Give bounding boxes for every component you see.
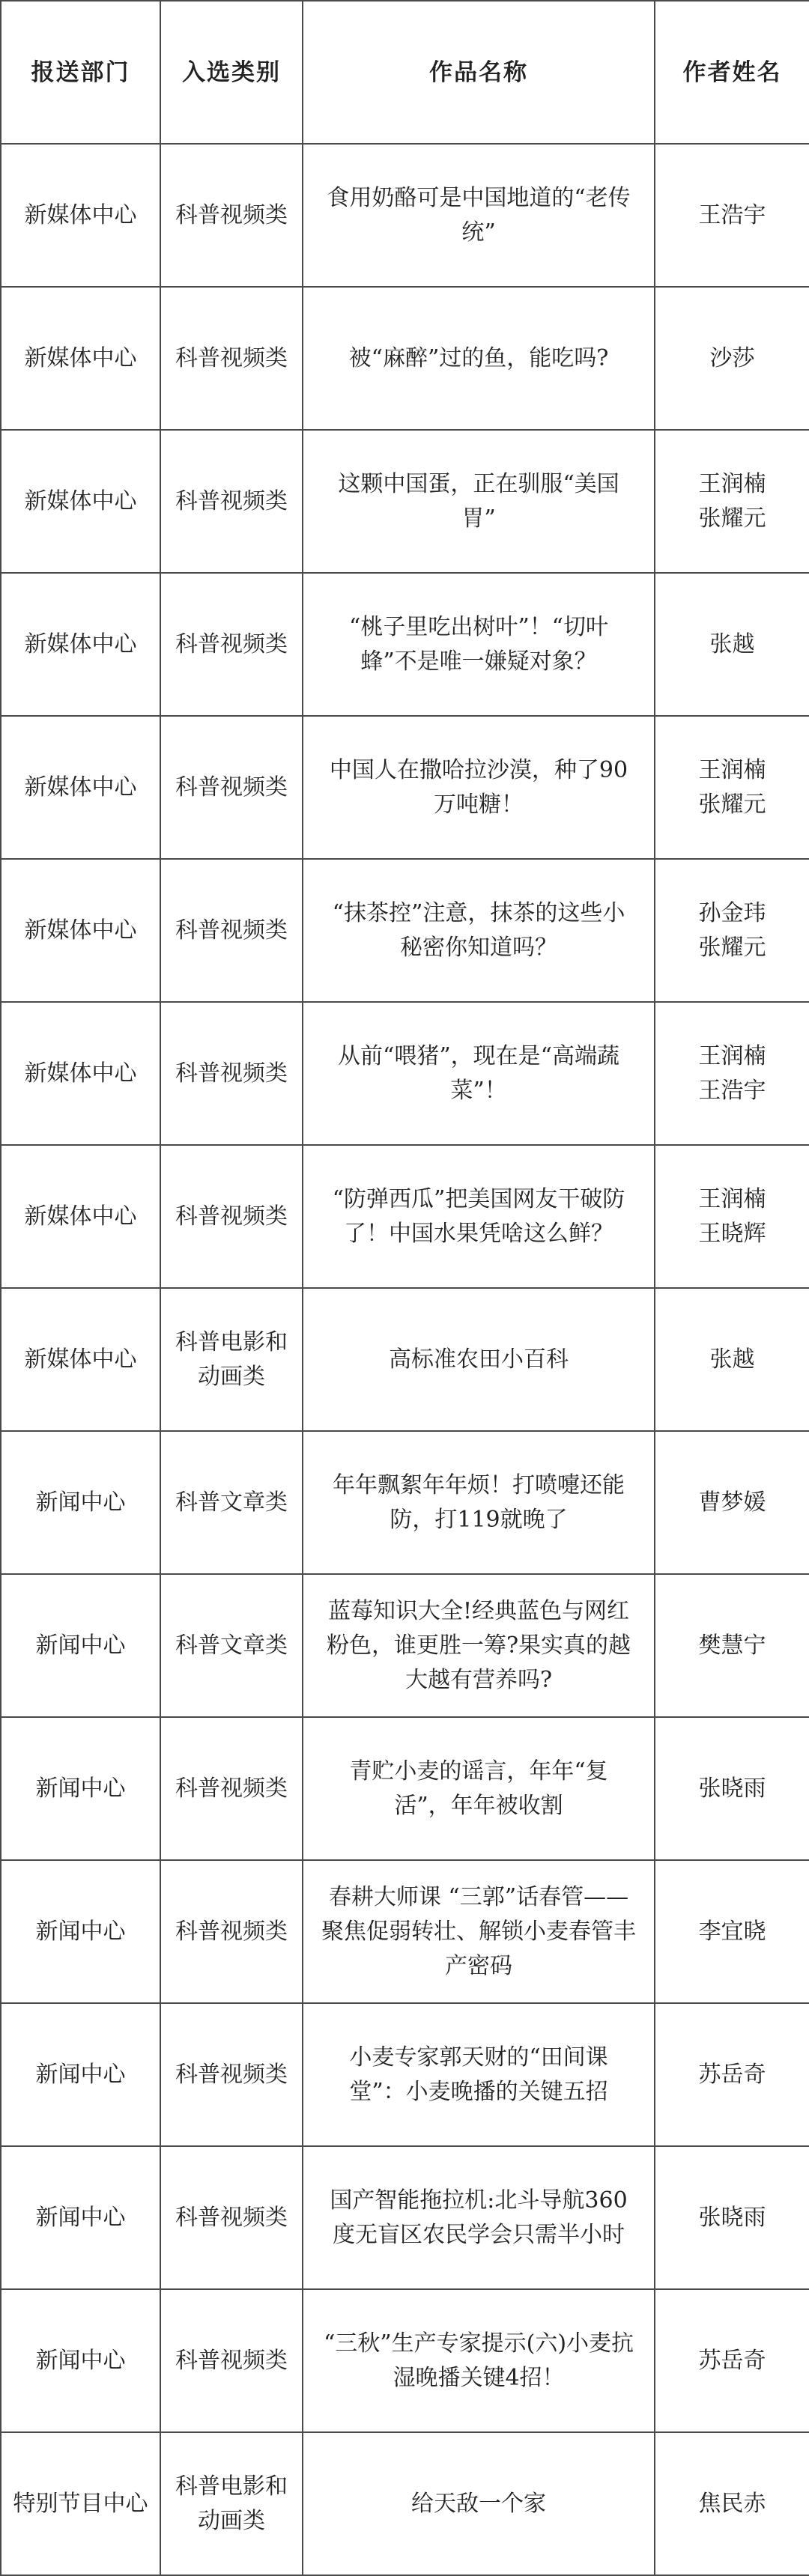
author-cell xyxy=(655,1860,809,2003)
category-cell: 科普视频类 xyxy=(160,1145,303,1288)
table-row xyxy=(1,287,809,430)
author-name: 张耀元 xyxy=(698,791,766,818)
author-cell xyxy=(655,144,809,287)
title-cell: 高标准农田小百科 xyxy=(303,1288,655,1431)
author-name: 苏岳奇 xyxy=(698,2347,766,2374)
dept-cell: 新媒体中心 xyxy=(1,716,160,859)
author-cell xyxy=(655,573,809,716)
title-cell: 这颗中国蛋，正在驯服“美国胃” xyxy=(303,430,655,573)
author-cell xyxy=(655,859,809,1002)
table-row xyxy=(1,2146,809,2289)
author-name: 王润楠 xyxy=(698,1042,766,1069)
title-cell: 青贮小麦的谣言，年年“复活”，年年被收割 xyxy=(303,1717,655,1860)
author-name: 李宜晓 xyxy=(698,1918,766,1945)
author-name: 张耀元 xyxy=(698,934,766,961)
header-title: 作品名称 xyxy=(303,1,655,144)
category-cell: 科普视频类 xyxy=(160,2289,303,2432)
header-category: 入选类别 xyxy=(160,1,303,144)
category-cell: 科普视频类 xyxy=(160,287,303,430)
dept-cell: 新闻中心 xyxy=(1,2146,160,2289)
dept-cell: 新闻中心 xyxy=(1,2003,160,2146)
author-cell xyxy=(655,2146,809,2289)
table-row xyxy=(1,2289,809,2432)
title-cell: 小麦专家郭天财的“田间课堂”：小麦晚播的关键五招 xyxy=(303,2003,655,2146)
author-name: 王润楠 xyxy=(698,470,766,497)
author-cell xyxy=(655,2432,809,2575)
author-cell xyxy=(655,430,809,573)
category-cell: 科普视频类 xyxy=(160,2146,303,2289)
dept-cell: 新媒体中心 xyxy=(1,287,160,430)
author-name: 王浩宇 xyxy=(698,1077,766,1104)
title-cell: “三秋”生产专家提示(六)小麦抗湿晚播关键4招！ xyxy=(303,2289,655,2432)
table-row xyxy=(1,1288,809,1431)
table-row xyxy=(1,1717,809,1860)
category-cell: 科普视频类 xyxy=(160,1002,303,1145)
author-name: 张晓雨 xyxy=(698,2204,766,2231)
title-cell: 给天敌一个家 xyxy=(303,2432,655,2575)
author-cell xyxy=(655,1145,809,1288)
category-cell: 科普电影和动画类 xyxy=(160,2432,303,2575)
title-cell: 食用奶酪可是中国地道的“老传统” xyxy=(303,144,655,287)
title-cell: 春耕大师课 “三郭”话春管——聚焦促弱转壮、解锁小麦春管丰产密码 xyxy=(303,1860,655,2003)
category-cell: 科普视频类 xyxy=(160,1860,303,2003)
table-header xyxy=(1,1,809,144)
author-name: 王晓辉 xyxy=(698,1220,766,1247)
header-row xyxy=(1,1,809,144)
category-cell: 科普视频类 xyxy=(160,144,303,287)
table-row xyxy=(1,716,809,859)
author-cell xyxy=(655,1431,809,1574)
author-name: 张晓雨 xyxy=(698,1775,766,1802)
category-cell: 科普文章类 xyxy=(160,1431,303,1574)
category-cell: 科普电影和动画类 xyxy=(160,1288,303,1431)
dept-cell: 新媒体中心 xyxy=(1,144,160,287)
author-name: 张越 xyxy=(709,1346,755,1373)
header-author: 作者姓名 xyxy=(655,1,809,144)
table-row xyxy=(1,144,809,287)
category-cell: 科普视频类 xyxy=(160,1717,303,1860)
dept-cell: 新闻中心 xyxy=(1,1431,160,1574)
title-cell: “桃子里吃出树叶”！“切叶蜂”不是唯一嫌疑对象？ xyxy=(303,573,655,716)
dept-cell: 新媒体中心 xyxy=(1,1288,160,1431)
header-dept: 报送部门 xyxy=(1,1,160,144)
dept-cell: 新闻中心 xyxy=(1,2289,160,2432)
category-cell: 科普视频类 xyxy=(160,573,303,716)
author-cell xyxy=(655,716,809,859)
author-name: 孙金玮 xyxy=(698,899,766,926)
table-row xyxy=(1,1574,809,1717)
category-cell: 科普视频类 xyxy=(160,2003,303,2146)
table-row xyxy=(1,2432,809,2575)
author-cell xyxy=(655,1574,809,1717)
title-cell: “防弹西瓜”把美国网友干破防了！中国水果凭啥这么鲜？ xyxy=(303,1145,655,1288)
table-row xyxy=(1,1431,809,1574)
author-cell xyxy=(655,1717,809,1860)
dept-cell: 新媒体中心 xyxy=(1,573,160,716)
category-cell: 科普文章类 xyxy=(160,1574,303,1717)
author-cell xyxy=(655,1002,809,1145)
dept-cell: 新媒体中心 xyxy=(1,430,160,573)
table-row xyxy=(1,430,809,573)
category-cell: 科普视频类 xyxy=(160,859,303,1002)
table-row xyxy=(1,859,809,1002)
author-name: 王润楠 xyxy=(698,756,766,783)
table-row xyxy=(1,1145,809,1288)
dept-cell: 新闻中心 xyxy=(1,1717,160,1860)
title-cell: 中国人在撒哈拉沙漠，种了90万吨糖！ xyxy=(303,716,655,859)
table-row xyxy=(1,573,809,716)
dept-cell: 新闻中心 xyxy=(1,1860,160,2003)
title-cell: 被“麻醉”过的鱼，能吃吗? xyxy=(303,287,655,430)
title-cell: 蓝莓知识大全!经典蓝色与网红粉色，谁更胜一筹?果实真的越大越有营养吗? xyxy=(303,1574,655,1717)
table-body xyxy=(1,144,809,2575)
dept-cell: 新闻中心 xyxy=(1,1574,160,1717)
author-name: 王浩宇 xyxy=(698,201,766,228)
dept-cell: 新媒体中心 xyxy=(1,859,160,1002)
author-cell xyxy=(655,2289,809,2432)
dept-cell: 新媒体中心 xyxy=(1,1002,160,1145)
author-name: 焦民赤 xyxy=(698,2490,766,2517)
table-row xyxy=(1,1860,809,2003)
title-cell: “抹茶控”注意，抹茶的这些小秘密你知道吗？ xyxy=(303,859,655,1002)
author-name: 张耀元 xyxy=(698,505,766,532)
author-name: 张越 xyxy=(709,631,755,657)
table-row xyxy=(1,1002,809,1145)
author-name: 王润楠 xyxy=(698,1185,766,1212)
author-cell xyxy=(655,287,809,430)
table-row xyxy=(1,2003,809,2146)
title-cell: 国产智能拖拉机:北斗导航360度无盲区农民学会只需半小时 xyxy=(303,2146,655,2289)
dept-cell: 新媒体中心 xyxy=(1,1145,160,1288)
author-name: 曹梦媛 xyxy=(698,1489,766,1516)
title-cell: 从前“喂猪”，现在是“高端蔬菜”！ xyxy=(303,1002,655,1145)
title-cell: 年年飘絮年年烦！打喷嚏还能防，打119就晚了 xyxy=(303,1431,655,1574)
author-cell xyxy=(655,1288,809,1431)
category-cell: 科普视频类 xyxy=(160,430,303,573)
dept-cell: 特别节目中心 xyxy=(1,2432,160,2575)
author-name: 沙莎 xyxy=(709,344,755,371)
author-name: 樊慧宁 xyxy=(698,1632,766,1659)
category-cell: 科普视频类 xyxy=(160,716,303,859)
author-name: 苏岳奇 xyxy=(698,2061,766,2088)
author-cell xyxy=(655,2003,809,2146)
